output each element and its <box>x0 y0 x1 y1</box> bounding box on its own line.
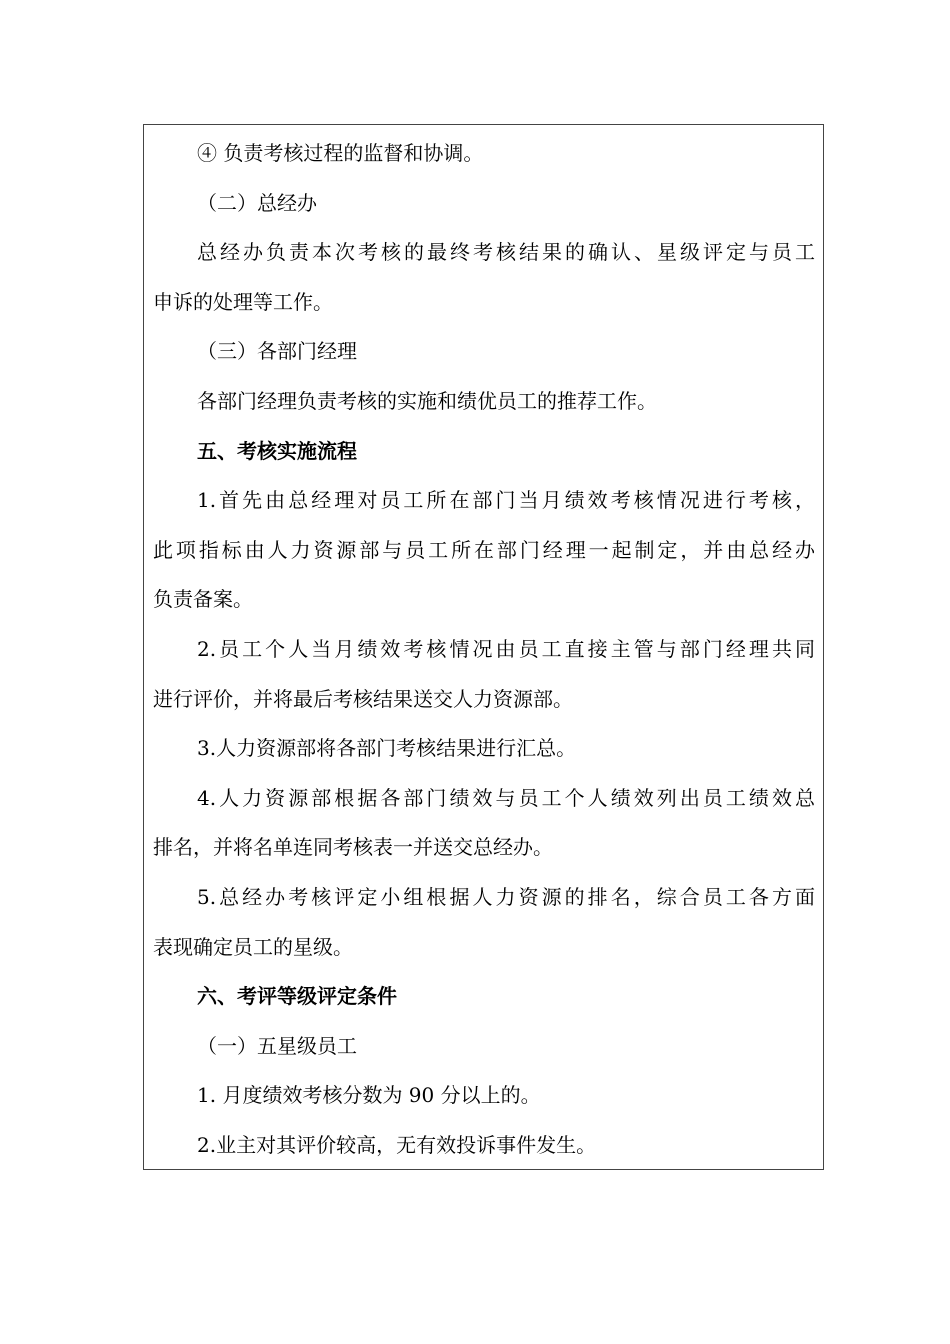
text-line: 表现确定员工的星级。 <box>153 934 353 959</box>
text-line: 4.人力资源部根据各部门绩效与员工个人绩效列出员工绩效总 <box>197 785 815 810</box>
section-heading: 六、考评等级评定条件 <box>197 984 397 1009</box>
subsection-heading: （二）总经办 <box>197 190 317 215</box>
text-line: 申诉的处理等工作。 <box>153 289 333 314</box>
text-line: 进行评价，并将最后考核结果送交人力资源部。 <box>153 686 573 711</box>
section-heading: 五、考核实施流程 <box>197 438 357 463</box>
text-line: ④ 负责考核过程的监督和协调。 <box>197 141 484 165</box>
subsection-heading: （三）各部门经理 <box>197 339 357 364</box>
text-line: 1.首先由总经理对员工所在部门当月绩效考核情况进行考核， <box>197 488 815 513</box>
document-body <box>153 129 815 1170</box>
text-line: 2.员工个人当月绩效考核情况由员工直接主管与部门经理共同 <box>197 636 815 661</box>
text-line: 总经办负责本次考核的最终考核结果的确认、星级评定与员工 <box>197 240 815 265</box>
text-line: 5.总经办考核评定小组根据人力资源的排名，综合员工各方面 <box>197 884 815 909</box>
text-line: 1. 月度绩效考核分数为 90 分以上的。 <box>197 1083 541 1108</box>
text-line: 排名，并将名单连同考核表一并送交总经办。 <box>153 835 553 860</box>
text-line: 2.业主对其评价较高，无有效投诉事件发生。 <box>197 1132 597 1157</box>
text-line: 各部门经理负责考核的实施和绩优员工的推荐工作。 <box>197 388 657 413</box>
text-line: 3.人力资源部将各部门考核结果进行汇总。 <box>197 736 577 761</box>
subsection-heading: （一）五星级员工 <box>197 1033 357 1058</box>
text-line: 此项指标由人力资源部与员工所在部门经理一起制定，并由总经办 <box>153 537 815 562</box>
text-line: 负责备案。 <box>153 587 253 612</box>
